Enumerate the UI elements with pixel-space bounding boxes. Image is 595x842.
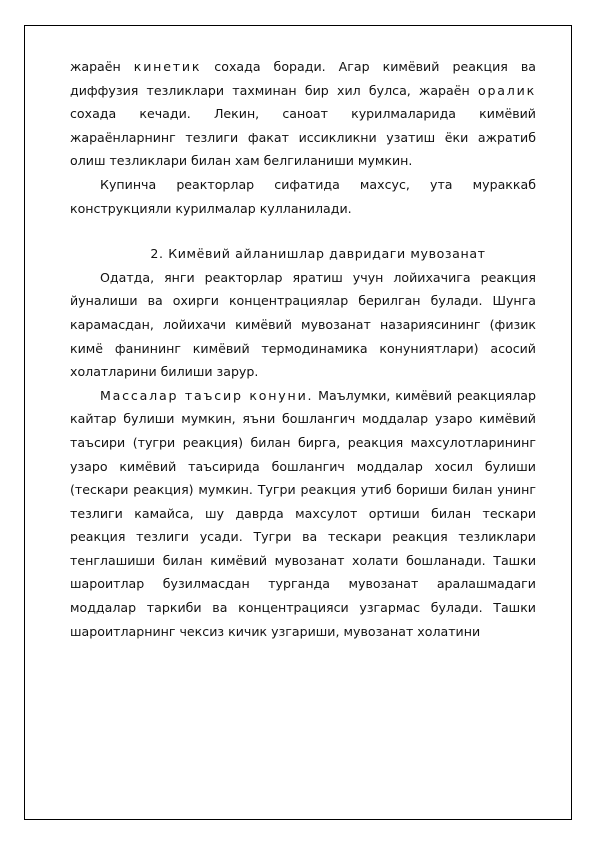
paragraph-1 (70, 55, 536, 173)
paragraph-1-text-a: жараён (70, 59, 134, 74)
paragraph-4-text: Маълумки, кимёвий реакциялар кайтар булиши мумкин, яъни бошлангич моддалар узаро кимёвий таъсири (тугри реакция) билан бирга, реакция махсулотларининг узаро кимёвий таъсирида бошлангич моддалар хосил булиши (тескари реакция) мумкин. Тугри реакция утиб бориши билан унинг тезлиги камайса, шу даврда махсулот ортиши билан тескари реакция тезлиги усади. Тугри ва тескари реакция тезликлари тенглашиши билан кимёвий мувозанат холати бошланади. Ташки шароитлар бузилмасдан турганда мувозанат аралашмадаги моддалар таркиби ва концентрацияси узгармас булади. Ташки шароитларнинг чексиз кичик узгариши, мувозанат холатини (70, 387, 536, 639)
section-heading: 2. Кимёвий айланишлар давридаги мувозанат (150, 246, 486, 262)
term-mass-action-law: Массалар таъсир конуни. (100, 387, 314, 403)
paragraph-3: Одатда, янги реакторлар яратиш учун лойихачига реакция йуналиши ва охирги концентрациялар берилган булади. Шунга карамасдан, лойихачи кимёвий мувозанат назариясининг (физик кимё фанининг кимёвий термодинамика конуниятлари) асосий холатларини билиши зарур. (70, 269, 536, 380)
paragraph-1-text-b: сохада боради. Агар кимёвий реакция ва диффузия тезликлари тахминан бир хил булса, жараён (70, 59, 536, 98)
paragraph-4 (70, 384, 536, 644)
body-text (70, 55, 536, 643)
term-intermediate: оралик (477, 82, 536, 98)
paragraph-1-text-c: сохада кечади. Лекин, саноат курилмаларида кимёвий жараёнларнинг тезлиги факат иссикликни узатиш ёки ажратиб олиш тезликлари билан хам белгиланиши мумкин. (70, 106, 536, 169)
paragraph-2: Купинча реакторлар сифатида махсус, ута мураккаб конструкцияли курилмалар кулланилади. (70, 176, 536, 216)
term-kinetic: кинетик (133, 59, 202, 74)
